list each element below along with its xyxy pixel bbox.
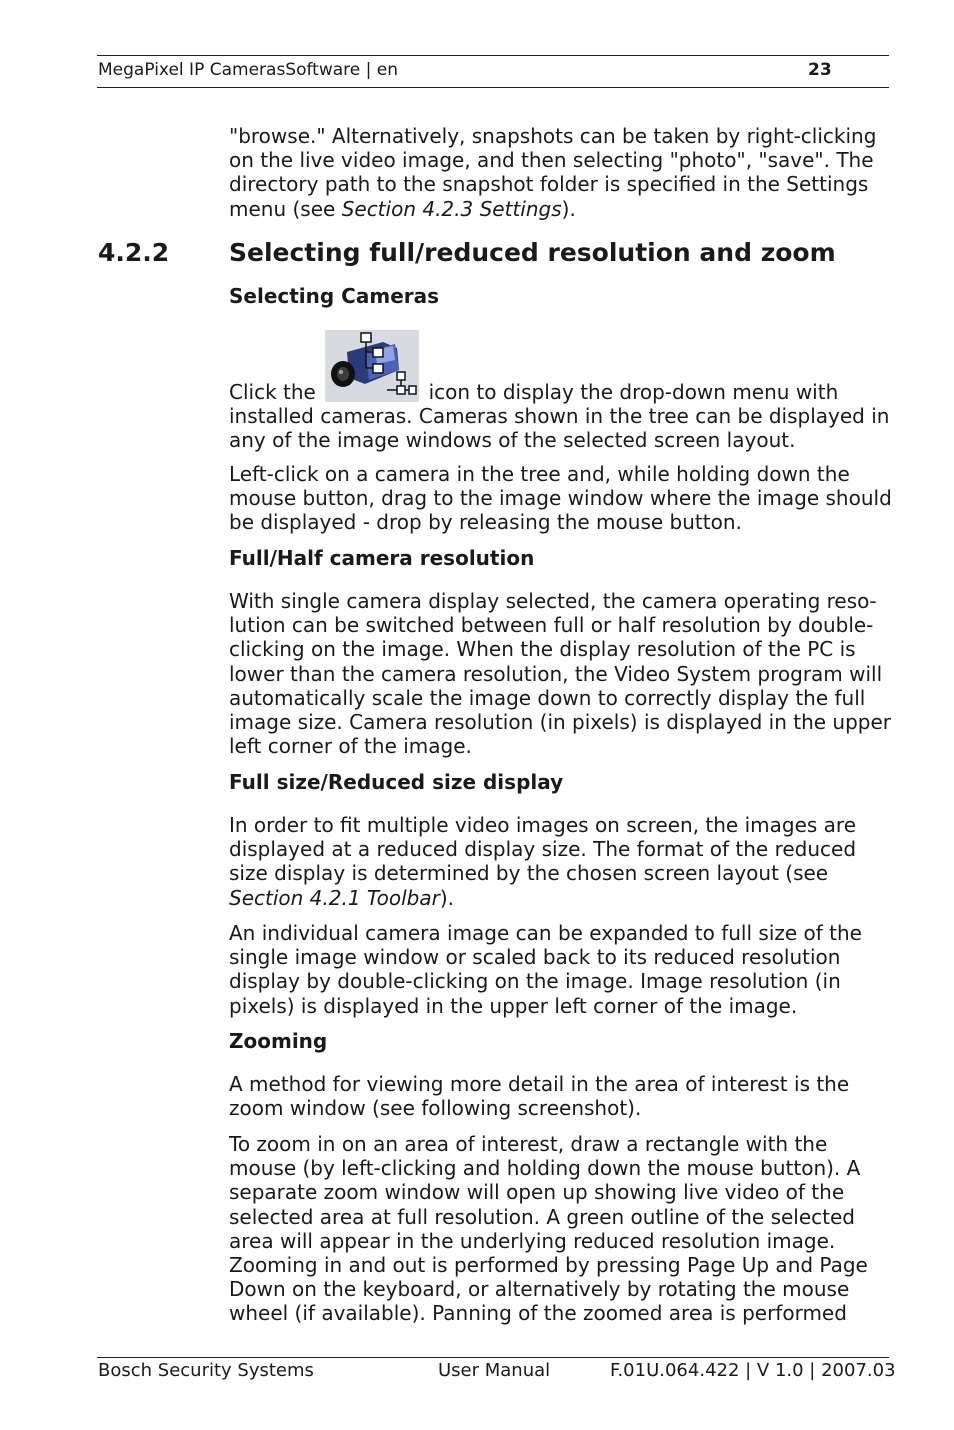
section-title: Selecting full/reduced resolution and zoom (229, 238, 836, 267)
footer-rule (97, 1357, 889, 1358)
intro-text-end: ). (561, 196, 576, 221)
zoom-instructions-text: To zoom in on an area of interest, draw a rectangle with the mouse (by left-clicking and holding down the mouse button). A separate zoom window will open up showing live video of the selected area at full resolution. A green outline of the selected area will appear in the underlying reduced resolution image. Zooming in and out is performed by pressing Page Up and Page Down on the keyboard, or alternatively by rotating the mouse wheel (if available). Panning of the zoomed area is performed (229, 1132, 868, 1326)
intro-text: "browse." Alternatively, snapshots can be taken by right-clicking on the live video image, and then selecting "photo", "save". The directory path to the snapshot folder is specified in the Settings menu (see (229, 124, 877, 221)
full-reduced-paragraph-2 (229, 921, 893, 1018)
expand-image-text: An individual camera image can be expanded to full size of the single image window or scaled back to its reduced resolution display by double-clicking on the image. Image resolution (in pixels) is displayed in the upper left corner of the image. (229, 921, 862, 1018)
full-reduced-heading: Full size/Reduced size display (229, 770, 564, 794)
footer-doc-id: F.01U.064.422 | V 1.0 | 2007.03 (610, 1360, 896, 1381)
zoom-window-text: A method for viewing more detail in the area of interest is the zoom window (see following screenshot). (229, 1072, 850, 1121)
drag-instruction-paragraph (229, 462, 893, 535)
toolbar-section-ref: Section 4.2.1 Toolbar (229, 885, 440, 910)
header-bottom-rule (97, 87, 889, 88)
camera-tree-icon (325, 330, 419, 402)
click-the-text: Click the (229, 380, 316, 404)
full-reduced-paragraph-1 (229, 813, 893, 910)
zooming-heading: Zooming (229, 1029, 328, 1053)
full-reduced-text: In order to fit multiple video images on screen, the images are displayed at a reduced display size. The format of the reduced size display is determined by the chosen screen layout (see (229, 813, 857, 886)
footer-company: Bosch Security Systems (98, 1360, 314, 1381)
full-half-heading: Full/Half camera resolution (229, 546, 535, 570)
selecting-cameras-heading: Selecting Cameras (229, 284, 440, 308)
section-number: 4.2.2 (98, 238, 170, 267)
full-half-paragraph (229, 589, 893, 758)
zooming-paragraph-2 (229, 1132, 893, 1326)
selecting-cameras-block (229, 330, 893, 453)
full-half-text: With single camera display selected, the camera operating resolution can be switched between full or half resolution by double-clicking on the image. When the display resolution of the PC is lower than the camera resolution, the Video System program will automatically scale the image down to correctly display the full image size. Camera resolution (in pixels) is displayed in the upper left corner of the image. (229, 589, 892, 759)
zooming-paragraph-1 (229, 1072, 893, 1120)
settings-section-ref: Section 4.2.3 Settings (341, 196, 562, 221)
footer-doc-type: User Manual (438, 1360, 551, 1381)
header-title: MegaPixel IP CamerasSoftware | en (98, 60, 399, 80)
drag-instruction-text: Left-click on a camera in the tree and, while holding down the mouse button, drag to the image window where the image should be displayed - drop by releasing the mouse button. (229, 462, 892, 535)
icon-description-text: icon to display the drop-down menu with installed cameras. Cameras shown in the tree can be displayed in any of the image windows of the selected screen layout. (229, 380, 890, 453)
full-reduced-text-end: ). (439, 885, 455, 910)
header-top-rule (97, 55, 889, 56)
page-number: 23 (808, 60, 832, 80)
intro-paragraph (229, 124, 893, 221)
